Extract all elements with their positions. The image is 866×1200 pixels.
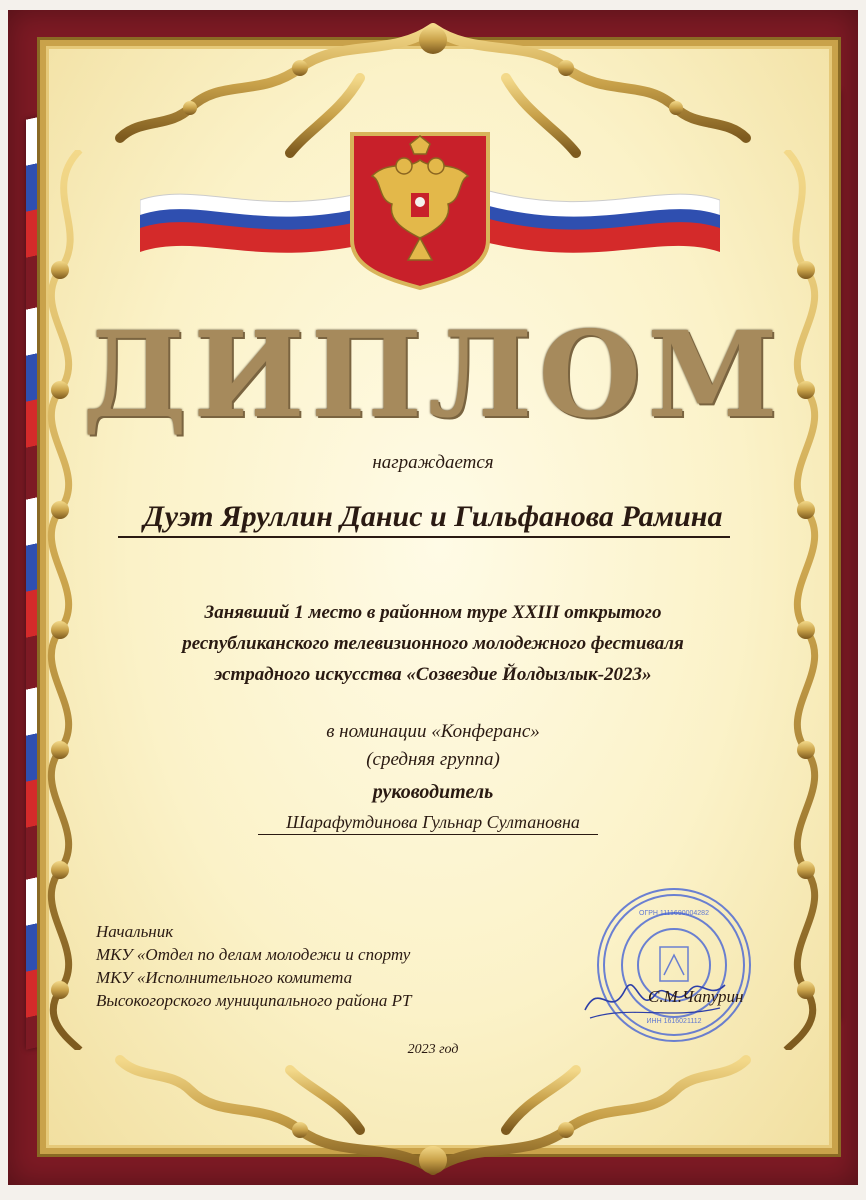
leader-name: Шарафутдинова Гульнар Султановна (286, 812, 580, 832)
leader-underline (258, 834, 598, 835)
signatory-line: МКУ «Отдел по делам молодежи и спорту (96, 945, 411, 964)
award-reason (0, 597, 866, 690)
year: 2023 год (407, 1042, 459, 1057)
nomination-line: в номинации «Конферанс» (326, 721, 540, 742)
recipient-underline (118, 536, 730, 538)
russian-coat-of-arms-icon (348, 130, 492, 290)
reason-line: Занявший 1 место в районном туре XXIII открытого (204, 602, 662, 623)
reason-line: эстрадного искусства «Созвездие Йолдызлык-2023» (214, 664, 652, 685)
leader-label: руководитель (372, 781, 494, 803)
reason-line: республиканского телевизионного молодежного фестиваля (182, 633, 684, 654)
signatory-line: МКУ «Исполнительного комитета (96, 968, 353, 987)
signatory-line: Начальник (96, 922, 174, 941)
nomination (0, 718, 866, 774)
signatory-line: Высокогорского муниципального района РТ (96, 991, 412, 1010)
signatory-title (96, 920, 412, 1012)
recipient-name: Дуэт Яруллин Данис и Гильфанова Рамина (143, 500, 723, 533)
document-title: ДИПЛОМ (82, 305, 784, 444)
stamp-inn: ИНН 1616021112 (646, 1018, 702, 1025)
nomination-line: (средняя группа) (366, 749, 500, 770)
stamp-ogrn: ОГРН 1111690004282 (639, 910, 709, 917)
bottom-ornament-icon (60, 1050, 806, 1190)
signer-name: С.М.Чапурин (648, 987, 744, 1006)
left-flag-ribbon-icon (140, 160, 375, 255)
right-flag-ribbon-icon (485, 160, 720, 255)
awarded-label: награждается (372, 452, 494, 473)
